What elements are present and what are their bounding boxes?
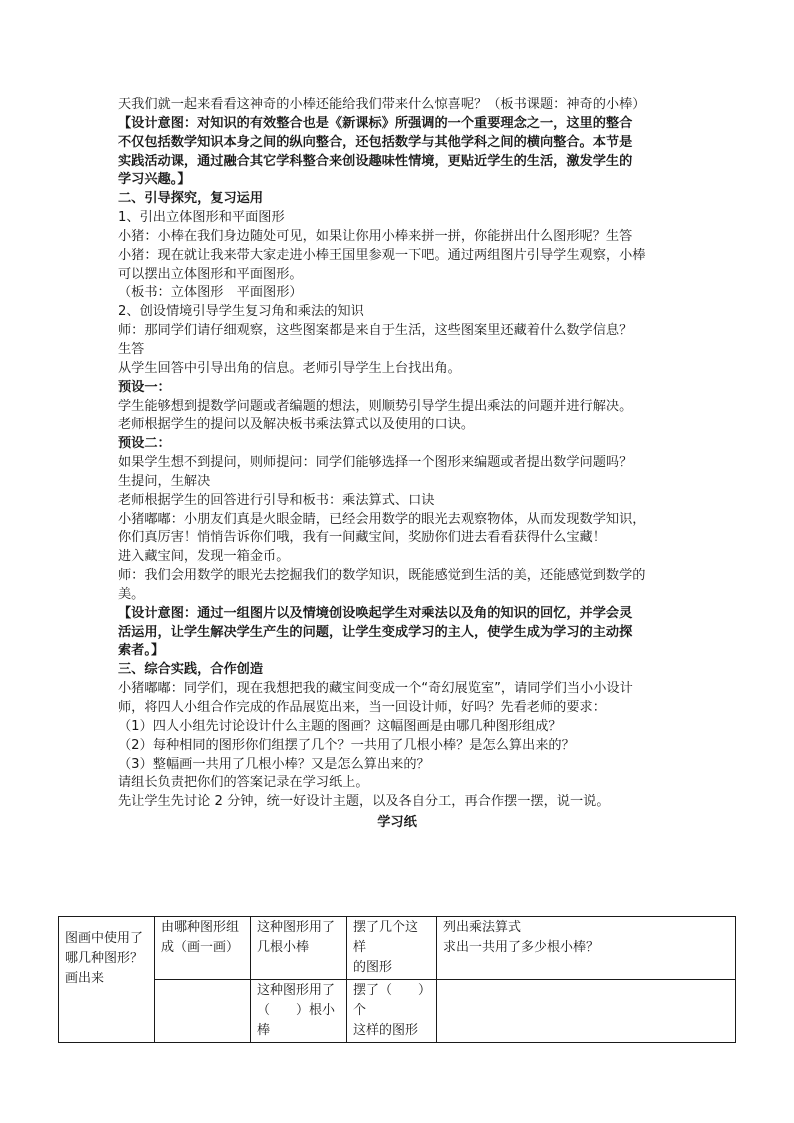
text-line: 天我们就一起来看看这神奇的小棒还能给我们带来什么惊喜呢？（板书课题：神奇的小棒） bbox=[118, 97, 646, 112]
header-cell bbox=[251, 917, 347, 980]
cell-text: 画出来 bbox=[65, 971, 105, 986]
cell-text: 摆了几个这样 bbox=[353, 920, 419, 955]
cell-text: 成（画一画） bbox=[161, 940, 240, 955]
design-intent-text: 索者。】 bbox=[118, 643, 165, 659]
text-line: 师：我们会用数学的眼光去挖掘我们的数学知识，既能感觉到生活的美，还能感觉到数学的 bbox=[118, 568, 646, 584]
cell-text: 这样的图形 bbox=[353, 1023, 419, 1038]
design-intent-text: 学习兴趣。】 bbox=[118, 172, 191, 188]
cell-text: 这种图形用了 bbox=[257, 983, 336, 998]
text-line: 1、引出立体图形和平面图形 bbox=[118, 210, 285, 226]
text-line: （板书：立体图形 平面图形） bbox=[118, 285, 303, 301]
text-line: 如果学生想不到提问，则师提问：同学们能够选择一个图形来编题或者提出数学问题吗？ bbox=[118, 455, 633, 471]
design-intent-text: 活运用，让学生解决学生产生的问题，让学生变成学习的主人，使学生成为学习的主动探 bbox=[118, 624, 633, 640]
text-line: 学生能够想到提数学问题或者编题的想法，则顺势引导学生提出乘法的问题并进行解决。 bbox=[118, 398, 633, 414]
cell-text: （ ）根小棒 bbox=[257, 1003, 336, 1038]
cell-text: 列出乘法算式 bbox=[443, 920, 522, 935]
text-line: 小猪嘟嘟：小朋友们真是火眼金睛，已经会用数学的眼光去观察物体，从而发现数学知识， bbox=[118, 511, 646, 527]
cell-text: 图画中使用了 bbox=[65, 931, 144, 946]
text-line: 小猪：小棒在我们身边随处可见，如果让你用小棒来拼一拼，你能拼出什么图形呢？生答 bbox=[118, 228, 633, 244]
cell-text: 几根小棒 bbox=[257, 940, 310, 955]
preset-heading: 预设二： bbox=[118, 436, 171, 452]
design-intent-text: 不仅包括数学知识本身之间的纵向整合，还包括数学与其他学科之间的横向整合。本节是 bbox=[118, 134, 633, 150]
text-line: 老师根据学生的提问以及解决板书乘法算式以及使用的口诀。 bbox=[118, 417, 475, 433]
text-line: （3）整幅画一共用了几根小棒？又是怎么算出来的？ bbox=[118, 756, 430, 772]
table-row bbox=[59, 917, 736, 980]
worksheet-table bbox=[58, 916, 736, 1043]
header-cell bbox=[155, 917, 251, 980]
text-line: 从学生回答中引导出角的信息。老师引导学生上台找出角。 bbox=[118, 360, 461, 376]
text-line: 美。 bbox=[118, 586, 145, 602]
design-intent-text: 【设计意图：通过一组图片以及情境创设唤起学生对乘法以及角的知识的回忆，并学会灵 bbox=[118, 605, 633, 621]
text-line: 师，将四人小组合作完成的作品展览出来，当一回设计师，好吗？先看老师的要求： bbox=[118, 700, 606, 715]
header-cell bbox=[437, 917, 736, 980]
text-line: 请组长负责把你们的答案记录在学习纸上。 bbox=[118, 775, 369, 791]
cell-text: 摆了（ ）个 bbox=[353, 983, 425, 1018]
text-line: 老师根据学生的回答进行引导和板书：乘法算式、口诀 bbox=[118, 492, 435, 508]
stick-count-cell[interactable] bbox=[251, 980, 347, 1043]
shapes-used-cell[interactable] bbox=[59, 917, 155, 1043]
text-line: 生提问，生解决 bbox=[118, 473, 211, 489]
text-line: 小猪：现在就让我来带大家走进小棒王国里参观一下吧。通过两组图片引导学生观察，小棒 bbox=[118, 247, 646, 263]
text-line: 先让学生先讨论 2 分钟，统一好设计主题，以及各自分工，再合作摆一摆，说一说。 bbox=[118, 794, 610, 810]
text-line: 进入藏宝间，发现一箱金币。 bbox=[118, 549, 290, 565]
preset-heading: 预设一： bbox=[118, 379, 171, 395]
cell-text: 求出一共用了多少根小棒？ bbox=[443, 940, 600, 955]
text-line: 你们真厉害！悄悄告诉你们哦，我有一间藏宝间，奖励你们进去看看获得什么宝藏！ bbox=[118, 530, 606, 546]
cell-text: 哪几种图形？ bbox=[65, 951, 144, 966]
draw-shape-cell[interactable] bbox=[155, 980, 251, 1043]
document-body bbox=[118, 96, 676, 836]
section-heading: 二、引导探究，复习运用 bbox=[118, 191, 264, 207]
text-line: 生答 bbox=[118, 341, 145, 357]
design-intent-text: 【设计意图：对知识的有效整合也是《新课标》所强调的一个重要理念之一，这里的整合 bbox=[118, 115, 633, 131]
text-line: 2、创设情境引导学生复习角和乘法的知识 bbox=[118, 304, 364, 320]
design-intent-text: 实践活动课，通过融合其它学科整合来创设趣味性情境，更贴近学生的生活，激发学生的 bbox=[118, 153, 633, 169]
header-cell bbox=[347, 917, 437, 980]
cell-text: 由哪种图形组 bbox=[161, 920, 240, 935]
cell-text: 的图形 bbox=[353, 960, 393, 975]
text-line: 师：那同学们请仔细观察，这些图案都是来自于生活，这些图案里还藏着什么数学信息？ bbox=[118, 323, 633, 339]
text-line: 小猪嘟嘟：同学们，现在我想把我的藏宝间变成一个“奇幻展览室”，请同学们当小小设计 bbox=[118, 681, 633, 697]
text-line: 可以摆出立体图形和平面图形。 bbox=[118, 266, 303, 282]
section-heading: 三、综合实践，合作创造 bbox=[118, 662, 264, 678]
shape-count-cell[interactable] bbox=[347, 980, 437, 1043]
cell-text: 这种图形用了 bbox=[257, 920, 336, 935]
table-row bbox=[59, 980, 736, 1043]
text-line: （2）每种相同的图形你们组摆了几个？一共用了几根小棒？是怎么算出来的？ bbox=[118, 737, 575, 753]
worksheet-title: 学习纸 bbox=[377, 815, 417, 831]
text-line: （1）四人小组先讨论设计什么主题的图画？这幅图画是由哪几种图形组成？ bbox=[118, 718, 562, 734]
multiplication-answer-cell[interactable] bbox=[437, 980, 736, 1043]
